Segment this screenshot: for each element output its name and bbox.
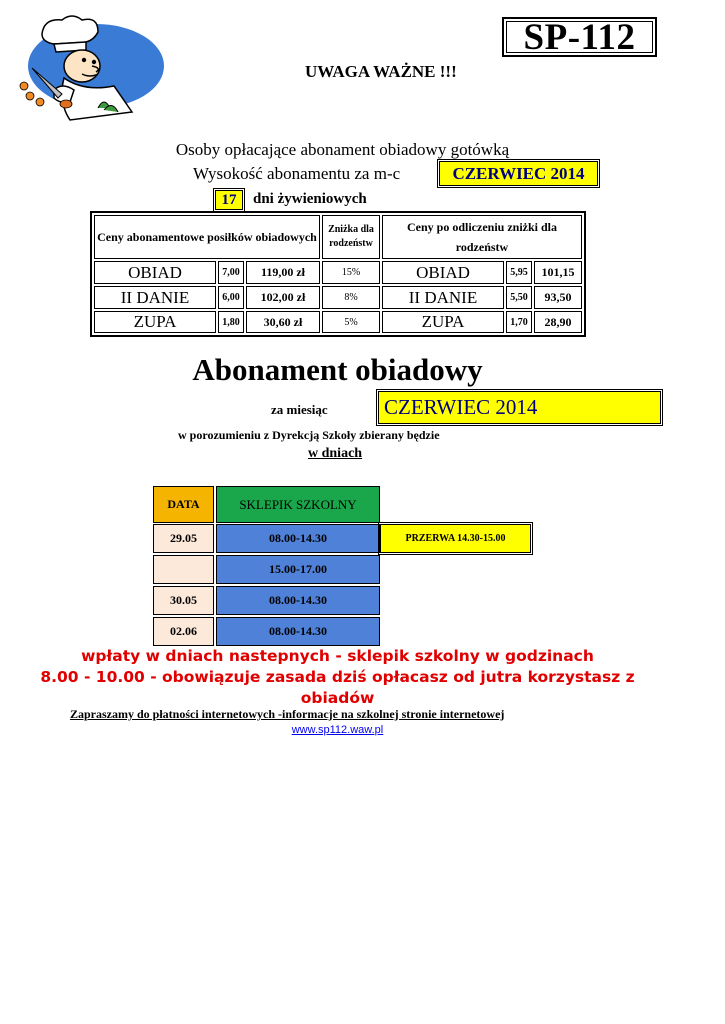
days-label: dni żywieniowych (253, 191, 367, 207)
schedule-header-place: SKLEPIK SZKOLNY (216, 486, 380, 523)
item-monthly-price-after: 101,15 (534, 261, 582, 284)
item-name-after: OBIAD (382, 261, 504, 284)
header-after-discount: Ceny po odliczeniu zniżki dla rodzeństw (382, 215, 582, 259)
chef-cutting-vegetables-icon (14, 12, 164, 124)
payment-notice (0, 646, 675, 709)
days-heading: w dniach (308, 446, 363, 461)
intro-line-2: Wysokość abonamentu za m-c (193, 164, 401, 183)
schedule-time: 15.00-17.00 (216, 555, 380, 584)
table-row (94, 311, 582, 333)
agreement-note: w porozumieniu z Dyrekcją Szkoły zbierany będzie (178, 428, 440, 442)
table-row (94, 261, 582, 284)
payment-notice-line-3: obiadów (300, 689, 375, 707)
item-discount: 15% (322, 261, 380, 284)
item-unit-price: 6,00 (218, 286, 244, 309)
days-count: 17 (215, 190, 243, 210)
schedule-date: 02.06 (153, 617, 214, 646)
item-discount: 5% (322, 311, 380, 333)
item-name: II DANIE (94, 286, 216, 309)
item-monthly-price: 119,00 zł (246, 261, 320, 284)
school-code: SP-112 (523, 16, 636, 58)
schedule-time: 08.00-14.30 (216, 586, 380, 615)
item-monthly-price-after: 93,50 (534, 286, 582, 309)
schedule-date: 30.05 (153, 586, 214, 615)
item-unit-price-after: 5,95 (506, 261, 532, 284)
item-unit-price: 1,80 (218, 311, 244, 333)
online-payment-invite: Zapraszamy do płatności internetowych -informacje na szkolnej stronie internetowej (70, 707, 505, 721)
header-prices: Ceny abonamentowe posiłków obiadowych (94, 215, 320, 259)
month-highlight-small: CZERWIEC 2014 (439, 161, 598, 186)
schedule-date: 29.05 (153, 524, 214, 553)
page-title: Abonament obiadowy (192, 352, 483, 387)
item-monthly-price: 30,60 zł (246, 311, 320, 333)
item-unit-price-after: 5,50 (506, 286, 532, 309)
prices-header-row (94, 215, 582, 259)
item-name: OBIAD (94, 261, 216, 284)
website-link[interactable]: www.sp112.waw.pl (291, 724, 384, 736)
schedule-date (153, 555, 214, 584)
payment-notice-line-2: 8.00 - 10.00 - obowiązuje zasada dziś opłacasz od jutra korzystasz z (40, 668, 635, 686)
item-discount: 8% (322, 286, 380, 309)
chef-illustration (14, 12, 164, 124)
item-name-after: ZUPA (382, 311, 504, 333)
school-code-box (502, 17, 657, 57)
intro-line-1: Osoby opłacające abonament obiadowy gotówką (175, 140, 510, 159)
item-unit-price: 7,00 (218, 261, 244, 284)
table-row (94, 286, 582, 309)
schedule-time: 08.00-14.30 (216, 617, 380, 646)
item-monthly-price: 102,00 zł (246, 286, 320, 309)
schedule-header-date: DATA (153, 486, 214, 523)
item-name-after: II DANIE (382, 286, 504, 309)
item-name: ZUPA (94, 311, 216, 333)
month-highlight-big: CZERWIEC 2014 (378, 391, 661, 424)
month-label: za miesiąc (271, 402, 328, 417)
item-unit-price-after: 1,70 (506, 311, 532, 333)
item-monthly-price-after: 28,90 (534, 311, 582, 333)
payment-notice-line-1: wpłaty w dniach nastepnych - sklepik szkolny w godzinach (81, 647, 594, 665)
header-discount: Zniżka dla rodzeństw (322, 215, 380, 259)
break-note: PRZERWA 14.30-15.00 (380, 524, 531, 553)
schedule-time: 08.00-14.30 (216, 524, 380, 553)
prices-table (90, 211, 586, 337)
warning-heading: UWAGA WAŻNE !!! (305, 62, 457, 81)
